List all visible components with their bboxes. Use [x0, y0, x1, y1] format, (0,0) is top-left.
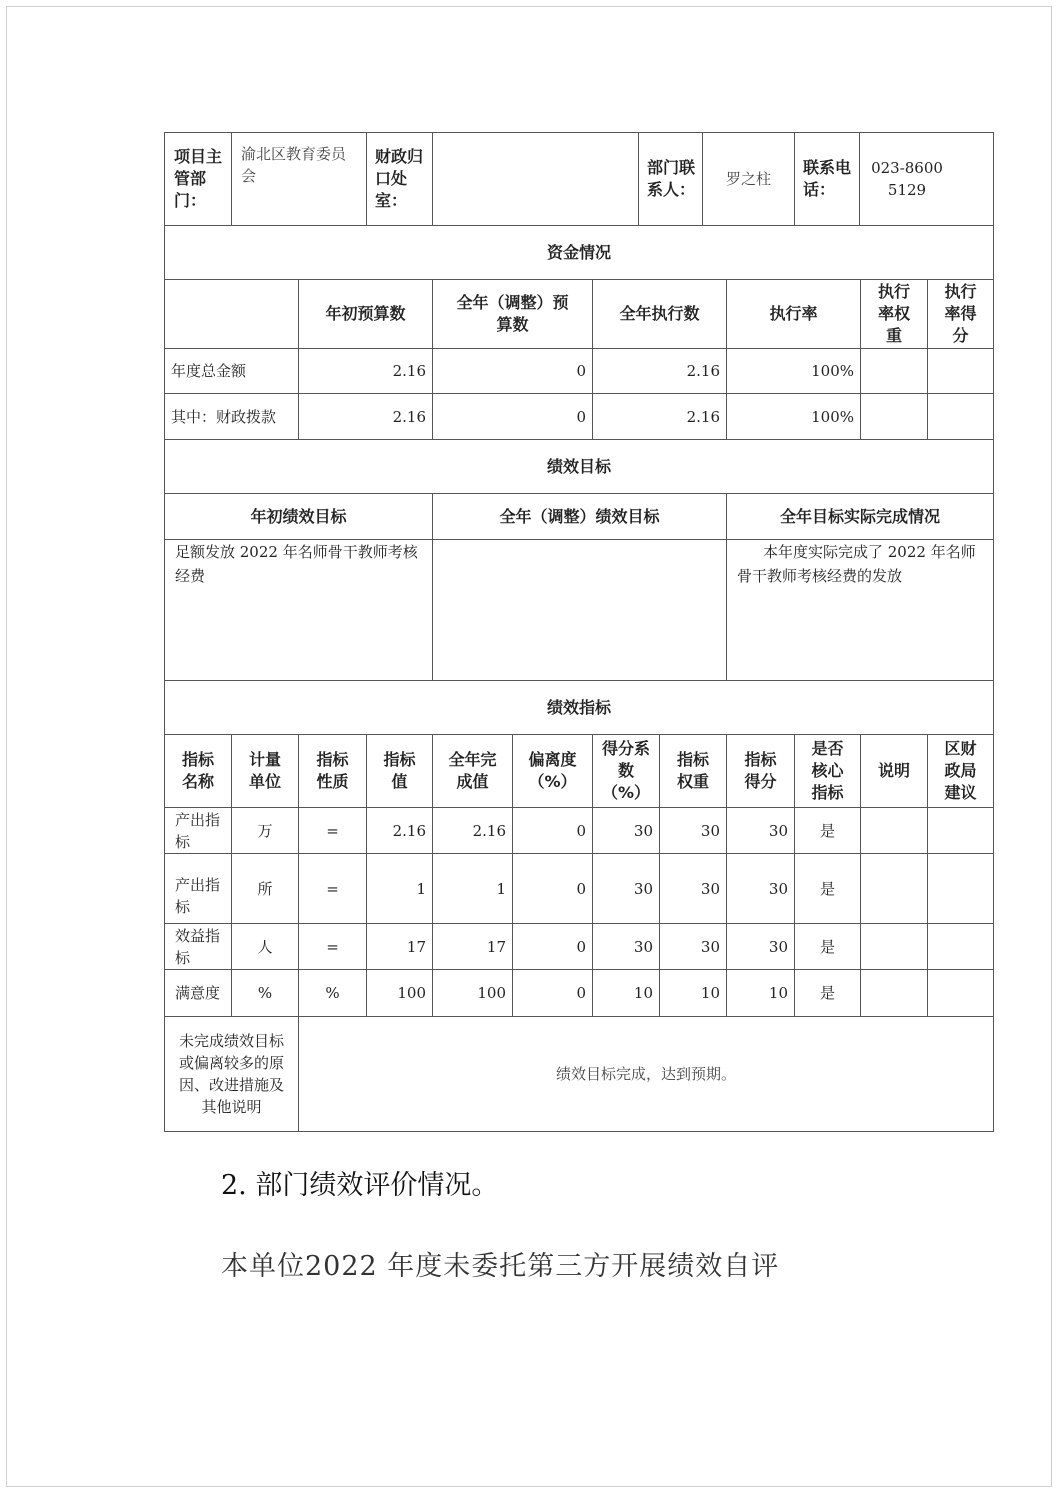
- goal-actual: 本年度实际完成了 2022 年名师骨干教师考核经费的发放: [737, 543, 976, 585]
- indicator-cell: %: [325, 984, 340, 1002]
- goals-col-header: 年初绩效目标: [250, 506, 347, 526]
- indicator-cell: 10: [768, 984, 788, 1002]
- indicator-cell: 30: [700, 879, 720, 898]
- funds-section-title: 资金情况: [546, 242, 611, 262]
- funds-cell: 100%: [811, 362, 854, 380]
- indicator-cell: 是: [819, 937, 835, 956]
- indicators-col-header: 得分系数（%）: [601, 739, 651, 802]
- indicator-cell: 30: [768, 821, 788, 840]
- indicator-cell: 0: [576, 984, 586, 1002]
- indicator-cell: [928, 854, 993, 923]
- indicator-cell: 0: [576, 821, 586, 840]
- indicators-col-header: 说明: [877, 761, 910, 780]
- funds-row-label: 其中：财政拨款: [171, 407, 277, 426]
- indicator-cell: [928, 808, 993, 853]
- indicator-cell: 2.16: [392, 821, 426, 840]
- indicators-section-title: 绩效指标: [546, 697, 611, 717]
- funds-col-header: 全年（调整）预算数: [456, 293, 569, 334]
- indicator-cell: 是: [819, 879, 835, 898]
- indicator-cell: 10: [700, 984, 720, 1002]
- goals-col-header: 全年目标实际完成情况: [779, 506, 940, 526]
- indicator-cell: 0: [576, 879, 586, 898]
- dept-value: 渝北区教育委员会: [241, 145, 347, 185]
- indicator-cell: 100: [397, 984, 426, 1002]
- contact-value: 罗之柱: [725, 170, 771, 188]
- funds-cell: 2.16: [392, 407, 426, 426]
- funds-cell: 2.16: [686, 362, 720, 380]
- goal-initial: 足额发放 2022 年名师骨干教师考核经费: [175, 543, 418, 585]
- section-heading: 2. 部门绩效评价情况。: [221, 1170, 499, 1201]
- indicator-cell: 17: [486, 937, 506, 956]
- indicator-cell: [861, 970, 927, 1016]
- indicator-cell: 万: [257, 821, 273, 840]
- indicators-col-header: 区财政局建议: [944, 739, 977, 802]
- indicator-cell: =: [326, 821, 339, 840]
- indicator-name: 产出指标: [175, 810, 221, 851]
- goals-col-header: 全年（调整）绩效目标: [499, 506, 660, 526]
- indicators-col-header: 指标值: [383, 750, 416, 791]
- indicator-cell: 是: [819, 984, 835, 1002]
- indicator-cell: 30: [633, 879, 653, 898]
- funds-col-header: 执行率: [769, 304, 818, 323]
- indicators-col-header: 全年完成值: [448, 750, 497, 791]
- indicator-name: 产出指标: [175, 876, 221, 916]
- funds-col-header: 年初预算数: [325, 304, 406, 323]
- indicator-cell: =: [326, 879, 339, 898]
- paragraph-text: 本单位2022 年度未委托第三方开展绩效自评: [221, 1251, 780, 1282]
- note-label: 未完成绩效目标或偏离较多的原因、改进措施及其他说明: [178, 1032, 284, 1116]
- indicator-cell: 30: [700, 821, 720, 840]
- dept-label: 项目主管部门：: [174, 147, 223, 210]
- indicator-cell: 所: [257, 879, 273, 898]
- indicator-cell: 人: [257, 937, 273, 956]
- finance-label: 财政归口处室：: [375, 147, 424, 210]
- indicator-cell: 30: [633, 821, 653, 840]
- indicator-cell: 30: [633, 937, 653, 956]
- indicators-col-header: 是否核心指标: [811, 739, 844, 802]
- funds-cell: 100%: [811, 407, 854, 426]
- funds-cell: [928, 394, 993, 439]
- indicators-col-header: 偏离度（%）: [528, 750, 577, 791]
- funds-col-header: 执行率得分: [944, 282, 977, 345]
- indicators-col-header: 指标得分: [744, 750, 777, 791]
- phone-value: 023-86005129: [871, 159, 943, 199]
- indicators-col-header: 指标权重: [676, 750, 709, 791]
- indicator-cell: 是: [819, 821, 835, 840]
- indicator-cell: =: [326, 937, 339, 956]
- note-value: 绩效目标完成，达到预期。: [555, 1065, 736, 1083]
- finance-value: [434, 133, 636, 225]
- funds-cell: 0: [576, 407, 586, 426]
- funds-cell: 2.16: [686, 407, 720, 426]
- indicator-cell: 1: [496, 879, 506, 898]
- indicator-cell: [861, 854, 927, 923]
- indicator-cell: 30: [768, 937, 788, 956]
- funds-col-header: 执行率权重: [877, 282, 910, 345]
- indicator-cell: 100: [477, 984, 506, 1002]
- indicator-name: 效益指标: [175, 926, 221, 967]
- funds-cell: [861, 394, 927, 439]
- indicator-cell: %: [257, 984, 273, 1002]
- funds-row-label: 年度总金额: [171, 362, 247, 380]
- phone-label: 联系电话：: [803, 158, 852, 199]
- indicator-cell: 10: [633, 984, 653, 1002]
- indicators-col-header: 指标性质: [316, 750, 349, 791]
- funds-cell: [861, 349, 927, 393]
- indicator-cell: [928, 970, 993, 1016]
- goal-adjusted: [433, 540, 726, 680]
- contact-label: 部门联系人：: [647, 158, 696, 199]
- funds-col-header: 全年执行数: [619, 304, 700, 323]
- funds-cell: 0: [576, 362, 586, 380]
- indicators-col-header: 指标名称: [181, 750, 214, 791]
- indicator-cell: 30: [700, 937, 720, 956]
- indicator-cell: 17: [406, 937, 426, 956]
- indicators-col-header: 计量单位: [248, 750, 281, 791]
- indicator-cell: 30: [768, 879, 788, 898]
- goals-section-title: 绩效目标: [546, 456, 611, 476]
- indicator-name: 满意度: [175, 984, 221, 1002]
- indicator-cell: [928, 924, 993, 969]
- indicator-cell: 0: [576, 937, 586, 956]
- indicator-cell: 2.16: [472, 821, 506, 840]
- indicator-cell: 1: [416, 879, 426, 898]
- indicator-cell: [861, 808, 927, 853]
- indicator-cell: [861, 924, 927, 969]
- funds-cell: [928, 349, 993, 393]
- funds-cell: 2.16: [392, 362, 426, 380]
